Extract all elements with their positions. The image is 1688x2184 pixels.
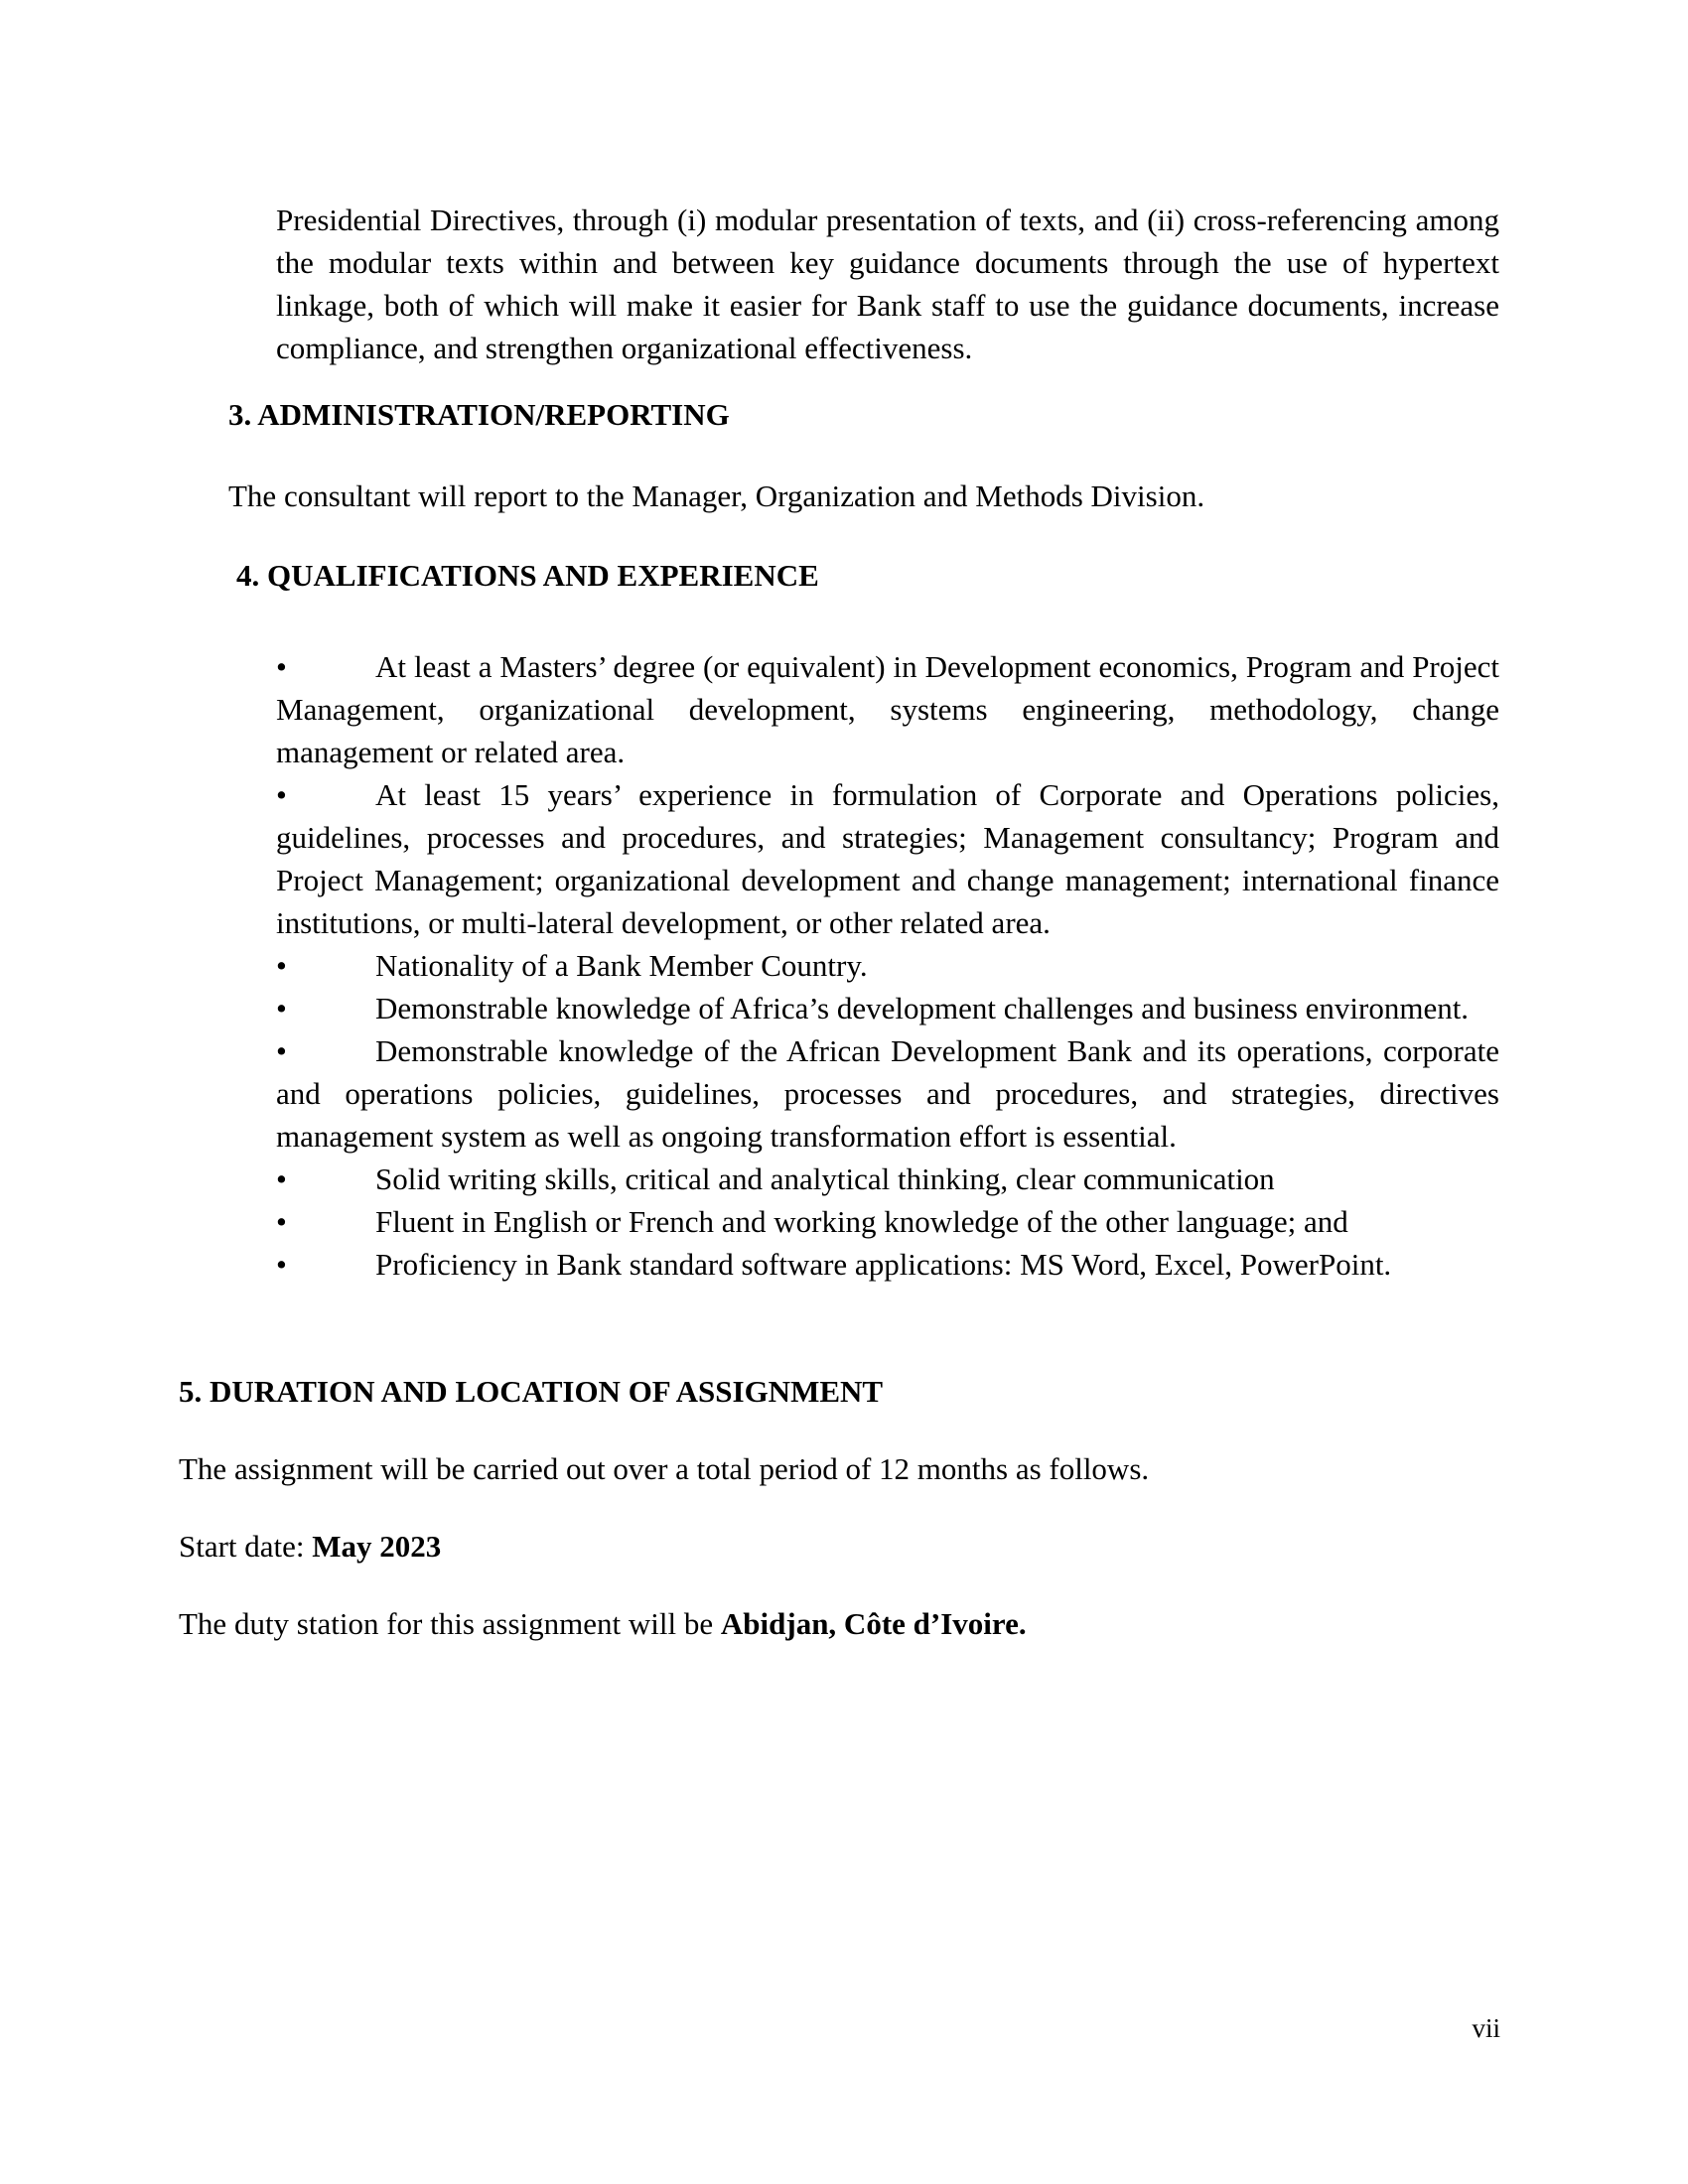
section-5-heading: 5. DURATION AND LOCATION OF ASSIGNMENT bbox=[179, 1374, 884, 1409]
duty-station-line bbox=[179, 1602, 1027, 1645]
qualification-text: Solid writing skills, critical and analytical thinking, clear communication bbox=[375, 1161, 1275, 1196]
qualification-text: Demonstrable knowledge of the African Development Bank and its operations, corporate and operations policies, guidelines, processes and procedures, and strategies, directives management system as well as ongoing transformation effort is essential. bbox=[276, 1033, 1499, 1154]
bullet-icon: • bbox=[276, 1204, 287, 1239]
qualification-item bbox=[276, 944, 1499, 987]
bullet-icon: • bbox=[276, 948, 287, 983]
qualification-item bbox=[276, 1243, 1499, 1286]
qualification-item bbox=[276, 1200, 1499, 1243]
section-5-text: The assignment will be carried out over a total period of 12 months as follows. bbox=[179, 1451, 1150, 1486]
intro-paragraph: Presidential Directives, through (i) modular presentation of texts, and (ii) cross-referencing among the modular texts within and between key guidance documents through the use of hypertext linkage, both of which will make it easier for Bank staff to use the guidance documents, increase compliance, and strengthen organizational effectiveness. bbox=[276, 203, 1499, 365]
section-3-text: The consultant will report to the Manager, Organization and Methods Division. bbox=[228, 478, 1205, 513]
bullet-icon: • bbox=[276, 991, 287, 1025]
bullet-icon: • bbox=[276, 1247, 287, 1282]
qualification-item bbox=[276, 645, 1499, 773]
section-3-heading: 3. ADMINISTRATION/REPORTING bbox=[228, 397, 730, 432]
bullet-icon: • bbox=[276, 1161, 287, 1196]
bullet-icon: • bbox=[276, 649, 287, 684]
start-date-line bbox=[179, 1525, 441, 1568]
duty-station-value: Abidjan, Côte d’Ivoire. bbox=[720, 1606, 1027, 1641]
qualification-item bbox=[276, 987, 1499, 1029]
qualification-text: Demonstrable knowledge of Africa’s development challenges and business environment. bbox=[375, 991, 1470, 1025]
qualification-item bbox=[276, 773, 1499, 944]
qualification-text: At least 15 years’ experience in formulation of Corporate and Operations policies, guidelines, processes and procedures, and strategies; Management consultancy; Program and Project Management; organizational development and change management; international finance institutions, or multi-lateral development, or other related area. bbox=[276, 777, 1499, 940]
section-4-heading: 4. QUALIFICATIONS AND EXPERIENCE bbox=[236, 558, 819, 593]
qualification-text: Proficiency in Bank standard software applications: MS Word, Excel, PowerPoint. bbox=[375, 1247, 1392, 1282]
qualification-text: Nationality of a Bank Member Country. bbox=[375, 948, 868, 983]
duty-station-label: The duty station for this assignment will be bbox=[179, 1606, 721, 1641]
bullet-icon: • bbox=[276, 1033, 287, 1068]
qualification-item bbox=[276, 1158, 1499, 1200]
qualification-text: Fluent in English or French and working knowledge of the other language; and bbox=[375, 1204, 1348, 1239]
start-date-value: May 2023 bbox=[312, 1529, 442, 1564]
qualification-text: At least a Masters’ degree (or equivalent) in Development economics, Program and Project Management, organizational development, systems engineering, methodology, change management or related area. bbox=[276, 649, 1499, 769]
qualifications-list bbox=[276, 645, 1499, 1286]
bullet-icon: • bbox=[276, 777, 287, 812]
qualification-item bbox=[276, 1029, 1499, 1158]
start-date-label: Start date: bbox=[179, 1529, 313, 1564]
page-number: vii bbox=[1472, 2013, 1500, 2043]
